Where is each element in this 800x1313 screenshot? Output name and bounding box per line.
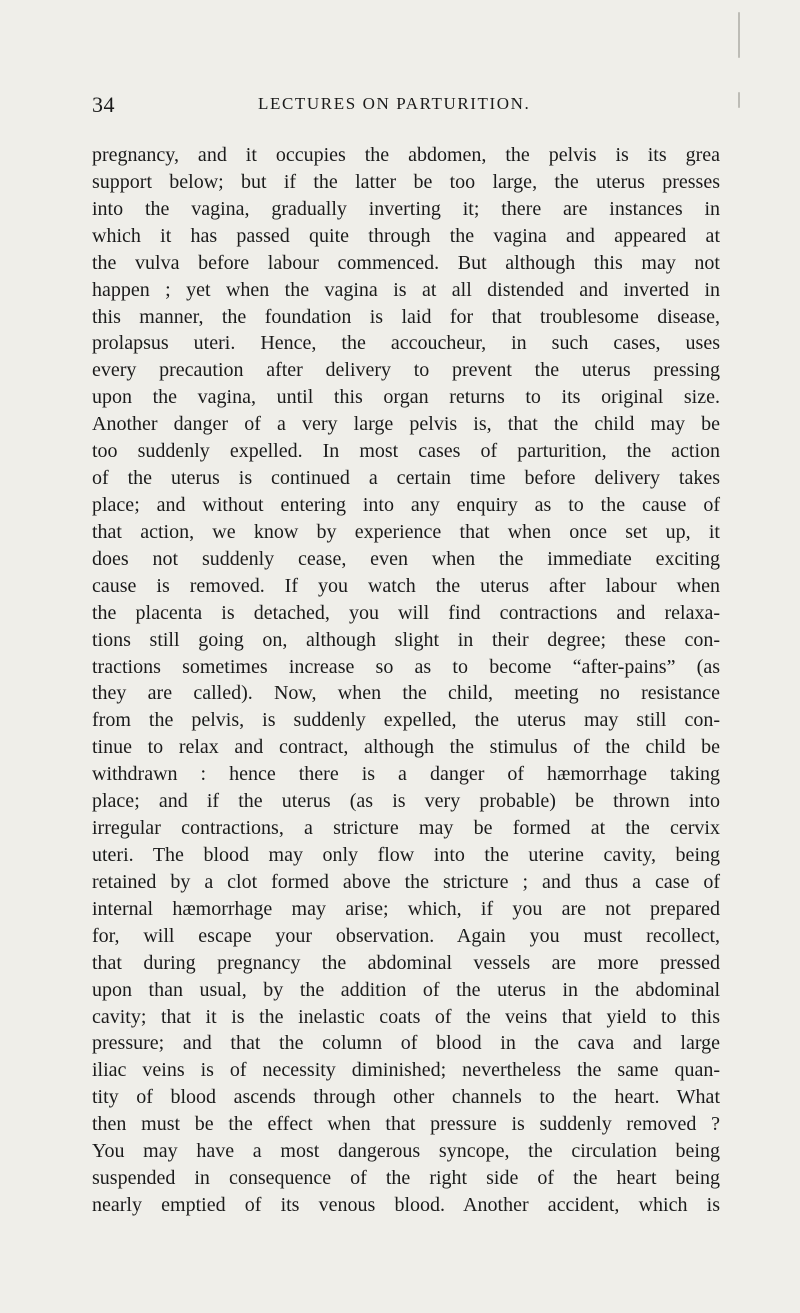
page-number: 34 [92,92,115,117]
text-line: every precaution after delivery to prevent the uterus pressing [92,359,720,382]
text-line: that during pregnancy the abdominal vessels are more pressed [92,951,720,974]
text-line: into the vagina, gradually inverting it; there are instances in [92,197,720,220]
body-text [92,142,720,1219]
page-header [92,92,722,122]
text-line: pressure; and that the column of blood in the cava and large [92,1032,720,1055]
text-line: support below; but if the latter be too large, the uterus presses [92,170,720,193]
paper-speck [738,12,740,58]
text-line: internal hæmorrhage may arise; which, if you are not prepared [92,897,720,920]
running-title: LECTURES ON PARTURITION. [258,94,531,113]
text-line: that action, we know by experience that when once set up, it [92,520,720,543]
text-line: upon than usual, by the addition of the uterus in the abdominal [92,978,720,1001]
text-line: happen ; yet when the vagina is at all distended and inverted in [92,278,720,301]
text-line: too suddenly expelled. In most cases of parturition, the action [92,440,720,463]
text-line: cavity; that it is the inelastic coats of the veins that yield to this [92,1005,720,1028]
text-line: the placenta is detached, you will find contractions and relaxa- [92,601,720,624]
text-line: withdrawn : hence there is a danger of hæmorrhage taking [92,763,720,786]
paper-speck [738,92,740,108]
text-line: the vulva before labour commenced. But although this may not [92,251,720,274]
text-line: they are called). Now, when the child, meeting no resistance [92,682,720,705]
text-line: for, will escape your observation. Again you must recollect, [92,924,720,947]
text-line: this manner, the foundation is laid for that troublesome disease, [92,305,720,328]
text-line: does not suddenly cease, even when the immediate exciting [92,547,720,570]
text-line: iliac veins is of necessity diminished; nevertheless the same quan- [92,1059,720,1082]
text-line: uteri. The blood may only flow into the uterine cavity, being [92,843,720,866]
text-line: nearly emptied of its venous blood. Another accident, which is [92,1193,720,1216]
text-line: tions still going on, although slight in their degree; these con- [92,628,720,651]
text-line: tity of blood ascends through other channels to the heart. What [92,1086,720,1109]
text-line: which it has passed quite through the vagina and appeared at [92,224,720,247]
text-line: Another danger of a very large pelvis is, that the child may be [92,413,720,436]
text-line: prolapsus uteri. Hence, the accoucheur, in such cases, uses [92,332,720,355]
text-line: tinue to relax and contract, although the stimulus of the child be [92,736,720,759]
text-line: You may have a most dangerous syncope, the circulation being [92,1140,720,1163]
text-line: from the pelvis, is suddenly expelled, the uterus may still con- [92,709,720,732]
text-line: irregular contractions, a stricture may be formed at the cervix [92,817,720,840]
text-line: place; and without entering into any enquiry as to the cause of [92,493,720,516]
text-line: of the uterus is continued a certain time before delivery takes [92,467,720,490]
text-line: cause is removed. If you watch the uterus after labour when [92,574,720,597]
text-line: then must be the effect when that pressure is suddenly removed ? [92,1113,720,1136]
text-line: tractions sometimes increase so as to become “after-pains” (as [92,655,720,678]
text-line: place; and if the uterus (as is very probable) be thrown into [92,790,720,813]
text-line: pregnancy, and it occupies the abdomen, the pelvis is its grea [92,144,720,166]
text-line: suspended in consequence of the right side of the heart being [92,1167,720,1190]
text-line: upon the vagina, until this organ returns to its original size. [92,386,720,409]
text-line: retained by a clot formed above the stricture ; and thus a case of [92,870,720,893]
